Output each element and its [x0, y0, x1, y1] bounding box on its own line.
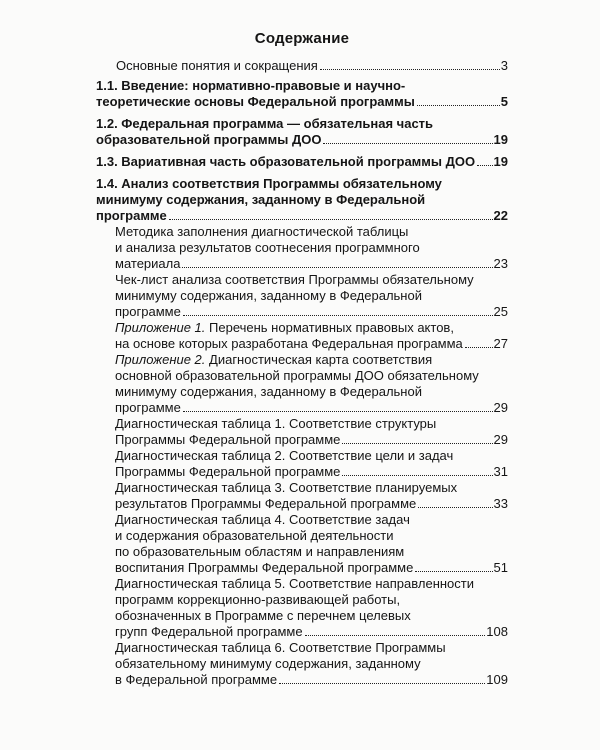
toc-entry: [96, 78, 508, 110]
toc-entry-last-line: [115, 672, 508, 688]
toc-entry-text: [96, 78, 405, 93]
toc-entry-line: [115, 512, 508, 528]
toc-entry-text: [115, 320, 454, 335]
toc-entry-line: [96, 176, 508, 192]
page-number: 22: [493, 208, 508, 223]
page-number: 25: [493, 304, 508, 319]
toc-entry-text: [96, 176, 442, 191]
toc-entry-text: [115, 240, 420, 255]
toc-entry-line-text: 1.2. Федеральная программа — обязательная часть: [96, 116, 434, 131]
dot-leader: [169, 219, 493, 220]
toc-entry-last-line: [96, 94, 508, 110]
toc-entry-text: [115, 464, 340, 480]
toc-entry-line-text: Методика заполнения диагностической таблицы: [115, 224, 409, 239]
toc-entry-line-text: воспитания Программы Федеральной программе: [115, 560, 414, 575]
toc-entry-last-line: [115, 304, 508, 320]
toc-entry-last-line: [115, 400, 508, 416]
toc-entry-line-text: 1.4. Анализ соответствия Программы обязательному: [96, 176, 442, 191]
toc-entry: [96, 576, 508, 640]
toc-entry-line: [115, 240, 508, 256]
toc-entry: [96, 176, 508, 224]
toc-entry-text: [115, 640, 446, 655]
toc-entry-line-text: групп Федеральной программе: [115, 624, 303, 639]
toc-entry-line-text: Диагностическая таблица 4. Соответствие задач: [115, 512, 410, 527]
toc-entry-line: [115, 272, 508, 288]
toc-entry-text: [115, 560, 413, 576]
dot-leader: [465, 347, 493, 348]
toc-entry-line-text: Диагностическая таблица 6. Соответствие Программы: [115, 640, 446, 655]
toc-entry-last-line: [115, 464, 508, 480]
toc-entry-line-text: Диагностическая карта соответствия: [205, 352, 433, 367]
toc-entry-line-text: на основе которых разработана Федеральная программа: [115, 336, 463, 351]
toc-entry: [96, 416, 508, 448]
toc-entry: [96, 448, 508, 480]
toc-entry-line-text: программе: [115, 400, 181, 415]
toc-entry-last-line: [115, 560, 508, 576]
toc-entry-line-text: теоретические основы Федеральной программы: [96, 94, 415, 109]
toc-entry-text: [115, 448, 453, 463]
toc-entry-line: [115, 288, 508, 304]
toc-entry-line-text: минимуму содержания, заданному в Федеральной: [115, 384, 422, 399]
toc-entry-text: [115, 624, 303, 640]
toc-entry-text: [115, 304, 181, 320]
toc-entry: [96, 320, 508, 352]
toc-entry-line-text: Диагностическая таблица 2. Соответствие цели и задач: [115, 448, 454, 463]
toc-entry-line: [115, 224, 508, 240]
toc-entry-line: [96, 78, 508, 94]
toc-entry-line: [115, 384, 508, 400]
dot-leader: [342, 475, 492, 476]
toc-entry-last-line: [115, 256, 508, 272]
toc-entry-text: [115, 576, 474, 591]
toc-entry-last-line: [96, 132, 508, 148]
toc-entry-text: [115, 432, 340, 448]
toc-entry-line: [115, 576, 508, 592]
toc-entry-line-text: Диагностическая таблица 3. Соответствие планируемых: [115, 480, 458, 495]
toc-entry: [96, 58, 508, 74]
toc-entry-line: [115, 640, 508, 656]
page-number: 29: [493, 400, 508, 415]
page-number: 29: [493, 432, 508, 447]
toc-entry-last-line: [115, 496, 508, 512]
toc-entry-text: [115, 384, 422, 399]
page-number: 51: [493, 560, 508, 575]
dot-leader: [182, 267, 492, 268]
toc-entry-text: [115, 672, 277, 688]
toc-entry-line: [115, 592, 508, 608]
dot-leader: [183, 315, 493, 316]
page-number: 19: [493, 154, 508, 169]
toc-entry-line-text: Программы Федеральной программе: [115, 432, 341, 447]
toc-entry-line: [115, 544, 508, 560]
dot-leader: [342, 443, 492, 444]
toc-entry-text: [115, 544, 404, 559]
toc-entry-line: [115, 320, 508, 336]
toc-entry-text: [96, 154, 475, 170]
page-number: 19: [493, 132, 508, 147]
toc-entry-text: [115, 656, 421, 671]
toc-entry-line-text: обозначенных в Программе с перечнем целевых: [115, 608, 411, 623]
dot-leader: [417, 105, 500, 106]
toc-entry-line-text: в Федеральной программе: [115, 672, 278, 687]
toc-entry-text: [96, 208, 167, 224]
toc-entry-line-text: программ коррекционно-развивающей работы,: [115, 592, 401, 607]
toc-entry-last-line: [115, 432, 508, 448]
toc-entry-text: [116, 58, 318, 74]
toc-entry-last-line: [116, 58, 508, 74]
toc-entry-line-text: Перечень нормативных правовых актов,: [205, 320, 454, 335]
toc-entry: [96, 352, 508, 416]
page-number: 5: [500, 94, 508, 109]
toc-entry-line-text: Диагностическая таблица 1. Соответствие структуры: [115, 416, 437, 431]
page-number: 27: [493, 336, 508, 351]
dot-leader: [418, 507, 492, 508]
toc-entry-line: [115, 416, 508, 432]
toc-entry-line: [115, 368, 508, 384]
toc-entry-line: [115, 528, 508, 544]
page-number: 33: [493, 496, 508, 511]
toc-entry-text: [115, 336, 463, 352]
toc-entry-line-text: по образовательным областям и направлениям: [115, 544, 405, 559]
toc-entry-text: [115, 352, 432, 367]
dot-leader: [183, 411, 493, 412]
toc-entry-last-line: [115, 624, 508, 640]
toc-entry-line-text: минимуму содержания, заданному в Федеральной: [115, 288, 422, 303]
appendix-label: Приложение 2.: [115, 352, 206, 367]
toc-entry: [96, 116, 508, 148]
toc-entry-line-text: Чек-лист анализа соответствия Программы обязательному: [115, 272, 474, 287]
toc-entry-text: [115, 272, 474, 287]
toc-entry-line-text: 1.3. Вариативная часть образовательной программы ДОО: [96, 154, 476, 169]
toc-entry-text: [96, 132, 321, 148]
toc-entry-text: [115, 224, 408, 239]
toc-entry: [96, 480, 508, 512]
dot-leader: [320, 69, 500, 70]
toc-entry-text: [115, 416, 436, 431]
toc-entry-line-text: Основные понятия и сокращения: [116, 58, 318, 73]
toc-entry-text: [115, 496, 416, 512]
page-number: 109: [486, 672, 508, 687]
toc-entry-text: [115, 256, 180, 272]
toc-entry-line-text: программе: [115, 304, 181, 319]
toc-entry-line-text: программе: [96, 208, 167, 223]
toc-entry: [96, 154, 508, 170]
toc-entry-text: [115, 592, 400, 607]
dot-leader: [477, 165, 492, 166]
toc-entry-line-text: результатов Программы Федеральной программе: [115, 496, 417, 511]
toc-entry-text: [115, 608, 411, 623]
toc-entry-text: [115, 368, 479, 383]
toc-entry-text: [96, 94, 415, 110]
toc-entry-line-text: Программы Федеральной программе: [115, 464, 341, 479]
toc-entry: [96, 224, 508, 272]
toc-entry-last-line: [115, 336, 508, 352]
toc-entry-line-text: 1.1. Введение: нормативно-правовые и научно-: [96, 78, 406, 93]
dot-leader: [279, 683, 485, 684]
toc-entry-line-text: и анализа результатов соотнесения программного: [115, 240, 420, 255]
toc-entry-line: [115, 656, 508, 672]
toc-entry-line-text: образовательной программы ДОО: [96, 132, 322, 147]
toc-entry-line: [115, 352, 508, 368]
appendix-label: Приложение 1.: [115, 320, 206, 335]
toc-entry-text: [96, 116, 433, 131]
page-number: 23: [493, 256, 508, 271]
toc-entry-line-text: обязательному минимуму содержания, заданному: [115, 656, 421, 671]
toc-entry-text: [115, 400, 181, 416]
toc-entry-line-text: основной образовательной программы ДОО обязательному: [115, 368, 479, 383]
toc-entry-line: [115, 448, 508, 464]
dot-leader: [323, 143, 492, 144]
toc-entry-text: [115, 288, 422, 303]
toc-entry-text: [115, 512, 410, 527]
toc-entry-line-text: материала: [115, 256, 181, 271]
toc-entry-line-text: минимуму содержания, заданному в Федеральной: [96, 192, 426, 207]
toc-entry-line-text: и содержания образовательной деятельности: [115, 528, 394, 543]
toc-entry-text: [96, 192, 425, 207]
toc-entry-text: [115, 480, 457, 495]
page-number: 31: [493, 464, 508, 479]
toc-entry: [96, 512, 508, 576]
toc-entry-line: [96, 192, 508, 208]
toc-entry-last-line: [96, 208, 508, 224]
toc-entry-line: [96, 116, 508, 132]
toc-entry-line-text: Диагностическая таблица 5. Соответствие направленности: [115, 576, 474, 591]
page-title: Содержание: [254, 30, 350, 47]
page-number: 108: [486, 624, 508, 639]
toc-entry: [96, 272, 508, 320]
toc-entry-line: [115, 608, 508, 624]
toc-list: [96, 58, 508, 688]
toc-entry: [96, 640, 508, 688]
dot-leader: [415, 571, 492, 572]
toc-entry-line: [115, 480, 508, 496]
toc-entry-text: [115, 528, 393, 543]
dot-leader: [305, 635, 486, 636]
page-number: 3: [500, 58, 508, 73]
toc-entry-last-line: [96, 154, 508, 170]
